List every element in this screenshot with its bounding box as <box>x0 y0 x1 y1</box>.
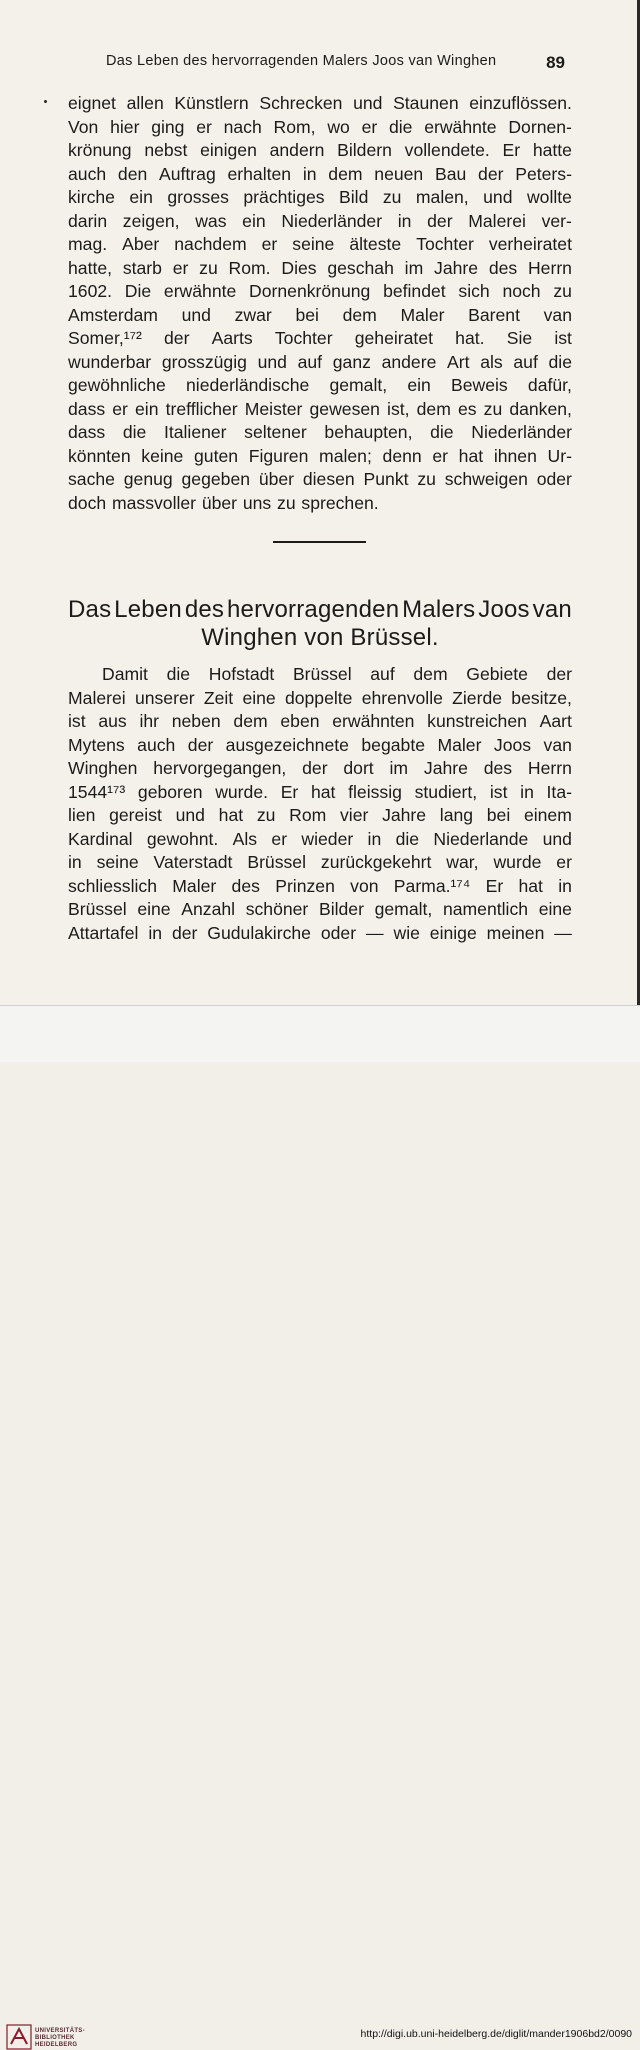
text-line: Somer,¹⁷² der Aarts Tochter geheiratet hat. Sie ist <box>68 328 572 348</box>
section-divider <box>273 541 366 543</box>
text-line: gewöhnliche niederländische gemalt, ein Beweis dafür, <box>68 375 572 395</box>
text-line: ist aus ihr neben dem eben erwähnten kunstreichen Aart <box>68 711 572 731</box>
book-page <box>0 0 640 1005</box>
text-line: hatte, starb er zu Rom. Dies geschah im Jahre des Herrn <box>68 257 572 278</box>
heading-line: Das Leben des hervorragenden Malers Joos van <box>68 596 572 623</box>
library-name: UNIVERSITÄTS- BIBLIOTHEK HEIDELBERG <box>35 2028 85 2048</box>
text-line: krönung nebst einigen andern Bildern vollendete. Er hatte <box>68 140 572 160</box>
text-line: kirche ein grosses prächtiges Bild zu malen, und wollte <box>68 187 572 207</box>
text-line: Kardinal gewohnt. Als er wieder in die Niederlande und <box>68 828 572 849</box>
text-line: mag. Aber nachdem er seine älteste Tochter verheiratet <box>68 234 572 254</box>
text-line: Damit die Hofstadt Brüssel auf dem Gebiete der <box>102 664 572 684</box>
text-line: eignet allen Künstlern Schrecken und Staunen einzuflössen. <box>68 93 572 113</box>
paragraph-chapter-opening <box>68 663 572 945</box>
page-number: 89 <box>546 53 565 72</box>
text-line: wunderbar grosszügig und auf ganz andere Art als auf die <box>68 351 572 372</box>
text-line: Amsterdam und zwar bei dem Maler Barent van <box>68 304 572 325</box>
text-line: Winghen hervorgegangen, der dort im Jahre des Herrn <box>68 758 572 778</box>
text-line: in seine Vaterstadt Brüssel zurückgekehrt war, wurde er <box>68 852 572 872</box>
paragraph-continued <box>68 92 572 515</box>
text-line: 1602. Die erwähnte Dornenkrönung befindet sich noch zu <box>68 281 572 301</box>
text-line: Attartafel in der Gudulakirche oder — wie einige meinen — <box>68 922 572 943</box>
text-line: lien gereist und hat zu Rom vier Jahre lang bei einem <box>68 805 572 825</box>
text-line: Mytens auch der ausgezeichnete begabte Maler Joos van <box>68 734 572 755</box>
text-line: auch den Auftrag erhalten in dem neuen Bau der Peters- <box>68 163 572 184</box>
text-line: doch massvoller über uns zu sprechen. <box>68 492 379 513</box>
text-line: Brüssel eine Anzahl schöner Bilder gemalt, namentlich eine <box>68 899 572 919</box>
heading-line: Winghen von Brüssel. <box>201 624 439 651</box>
heidelberg-library-logo-icon <box>6 2024 32 2050</box>
running-head: Das Leben des hervorragenden Malers Joos van Winghen <box>106 53 497 69</box>
footer-bar <box>0 1005 640 2048</box>
text-line: dass er ein trefflicher Meister gewesen ist, dem es zu danken, <box>68 398 572 419</box>
text-line: darin zeigen, was ein Niederländer in der Malerei ver- <box>68 210 572 231</box>
chapter-heading <box>68 596 572 652</box>
text-line: sache genug gegeben über diesen Punkt zu schweigen oder <box>68 469 572 489</box>
text-line: könnten keine guten Figuren malen; denn er hat ihnen Ur- <box>68 445 572 466</box>
source-url-link[interactable]: http://digi.ub.uni-heidelberg.de/diglit/mander1906bd2/0090 <box>360 2028 632 2040</box>
text-line: 1544¹⁷³ geboren wurde. Er hat fleissig studiert, ist in Ita- <box>68 781 572 802</box>
text-line: Von hier ging er nach Rom, wo er die erwähnte Dornen- <box>68 116 572 137</box>
text-line: schliesslich Maler des Prinzen von Parma.¹⁷⁴ Er hat in <box>68 875 572 896</box>
text-line: dass die Italiener seltener behaupten, die Niederländer <box>68 422 572 442</box>
text-line: Malerei unserer Zeit eine doppelte ehrenvolle Zierde besitze, <box>68 687 572 708</box>
margin-mark <box>44 100 47 103</box>
